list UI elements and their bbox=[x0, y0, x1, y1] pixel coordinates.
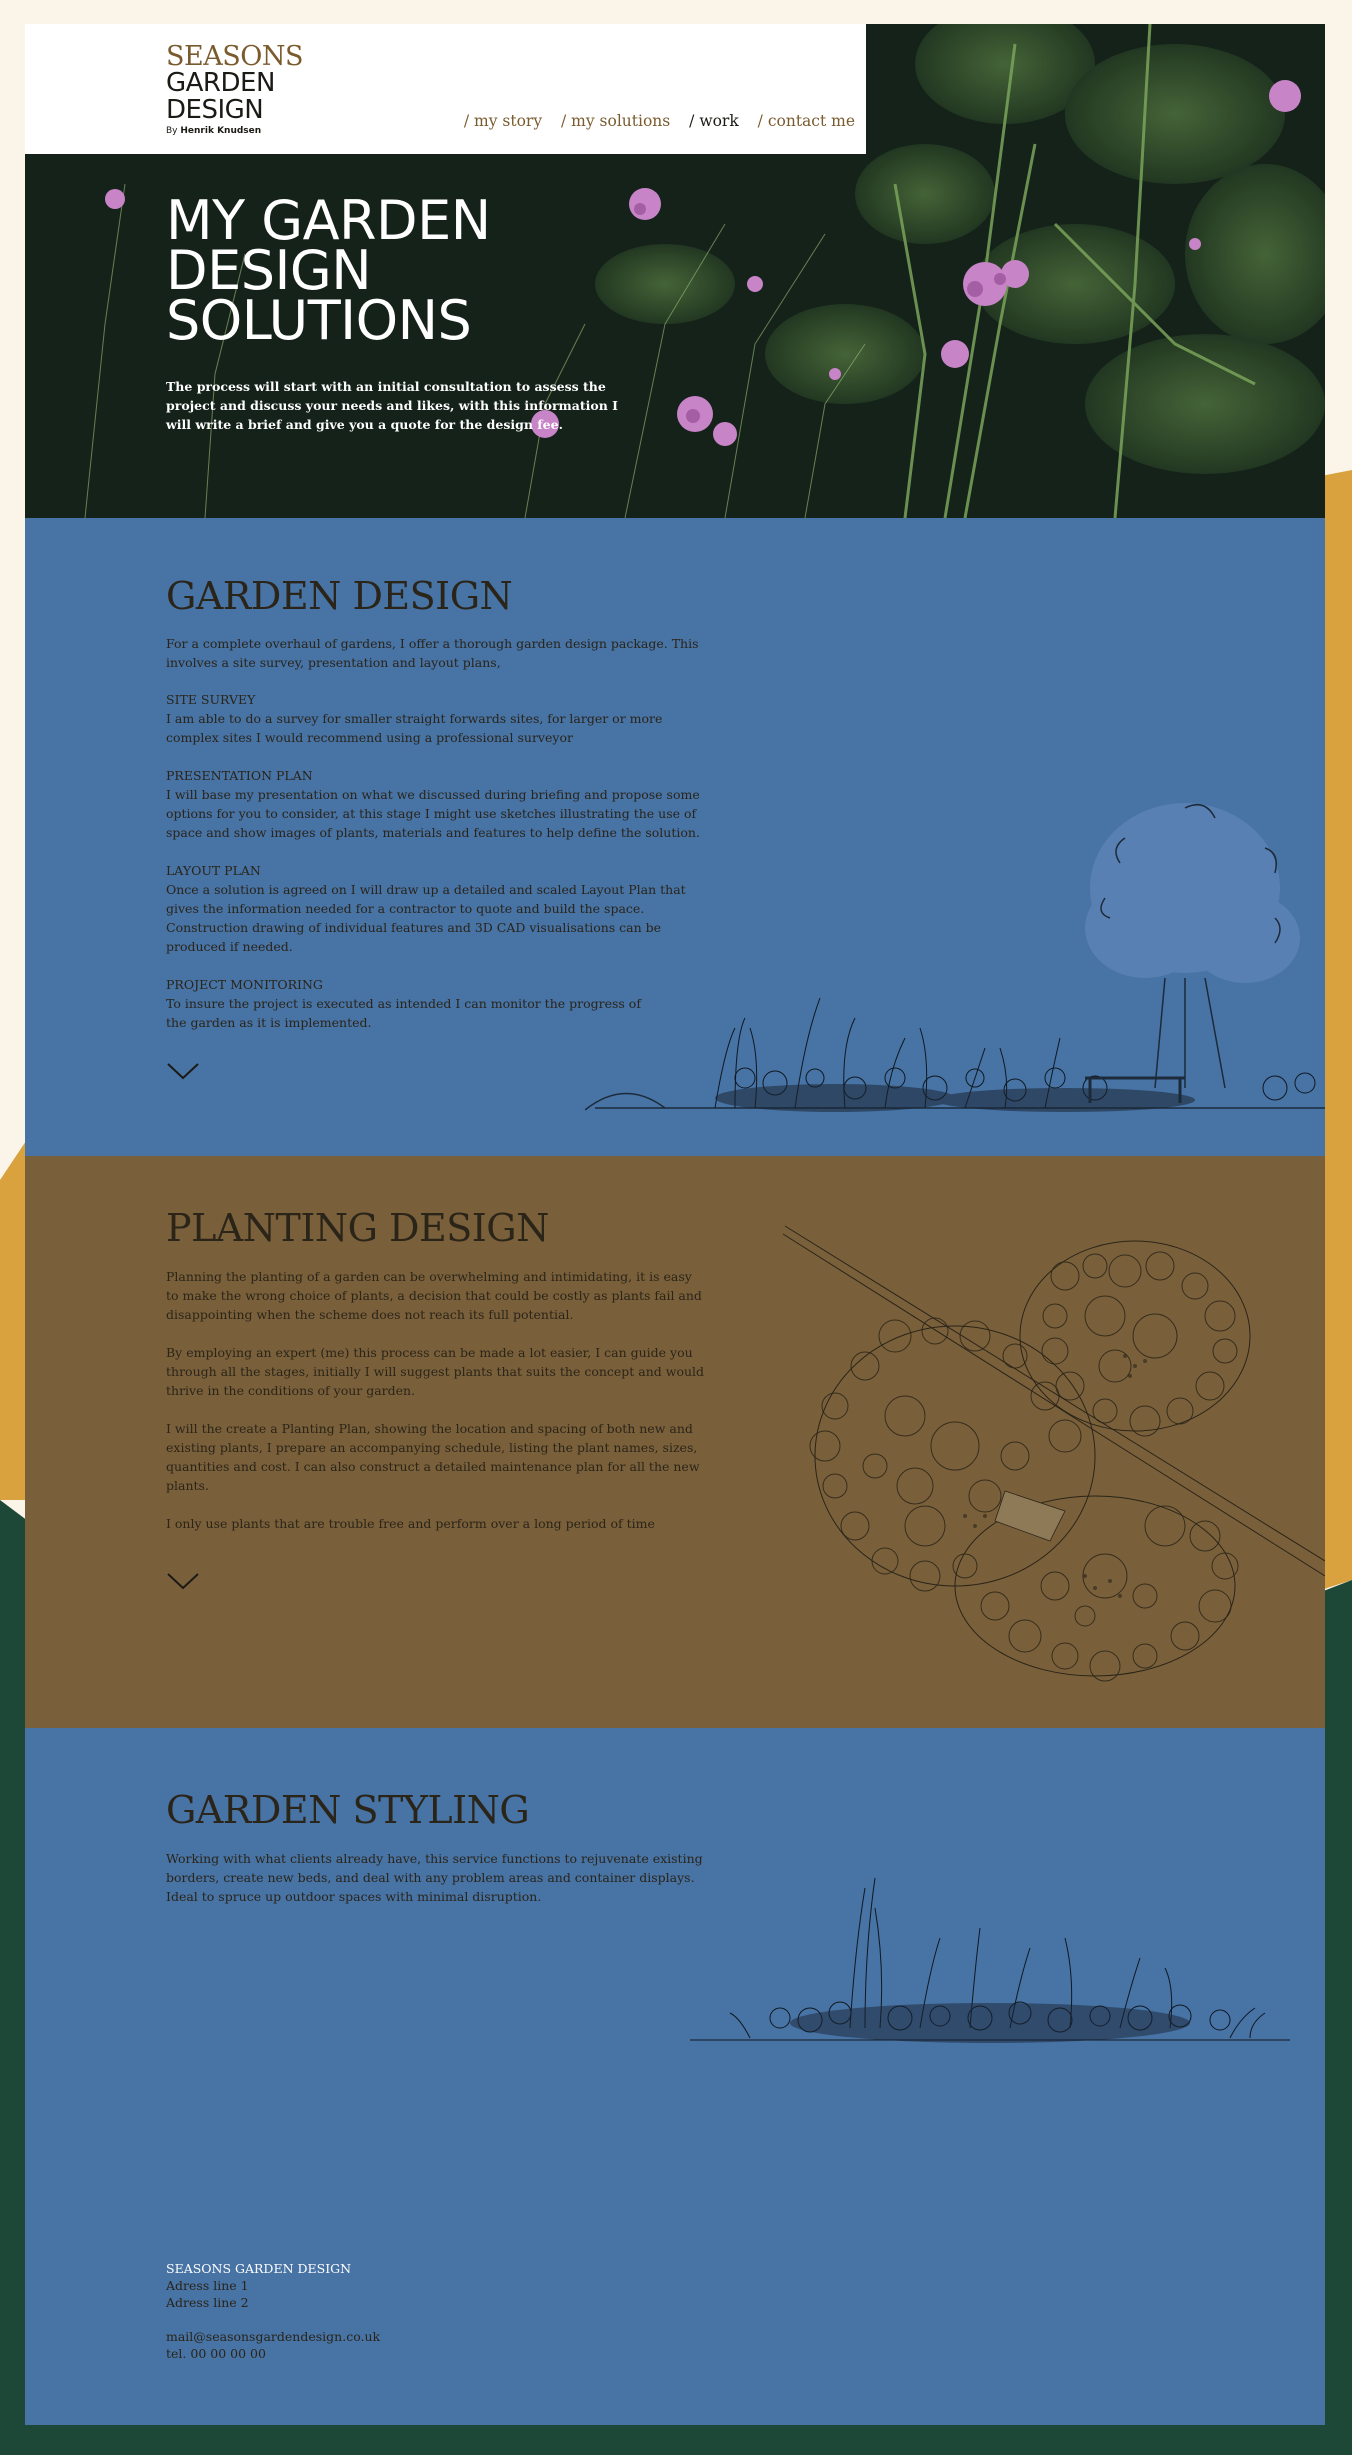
hero-title-line: SOLUTIONS bbox=[166, 289, 472, 352]
garden-styling-illustration bbox=[690, 1868, 1290, 2048]
logo-byline: By Henrik Knudsen bbox=[166, 126, 262, 137]
logo-author: Henrik Knudsen bbox=[180, 126, 262, 137]
garden-styling-section bbox=[25, 1728, 1325, 2425]
logo-line-garden: GARDEN bbox=[166, 68, 275, 98]
presentation-plan-heading: PRESENTATION PLAN bbox=[166, 768, 313, 783]
header-background bbox=[25, 24, 866, 154]
project-monitoring-block bbox=[166, 975, 646, 1032]
planting-paragraph: I only use plants that are trouble free and perform over a long period of time bbox=[166, 1516, 655, 1531]
footer-email-link[interactable]: mail@seasonsgardendesign.co.uk bbox=[166, 2329, 381, 2344]
planting-paragraph: Planning the planting of a garden can be overwhelming and intimidating, it is easy to make the wrong choice of plants, a decision that could be costly as plants fail and disappointing when the scheme does not reach its full potential. bbox=[166, 1269, 702, 1322]
garden-styling-text: Working with what clients already have, this service functions to rejuvenate existing borders, create new beds, and deal with any problem areas and container displays. Ideal to spruce up outdoor spaces with minimal disruption. bbox=[166, 1851, 703, 1904]
site-header bbox=[25, 24, 1325, 154]
footer-address-line-2: Adress line 2 bbox=[166, 2295, 249, 2310]
logo-line-design: DESIGN bbox=[166, 94, 264, 125]
site-logo[interactable] bbox=[166, 43, 303, 136]
logo-line-seasons: SEASONS bbox=[166, 41, 303, 72]
hero-title bbox=[166, 189, 491, 352]
nav-contact-me[interactable]: / contact me bbox=[757, 112, 855, 130]
site-survey-block bbox=[166, 690, 706, 747]
chevron-down-icon[interactable] bbox=[166, 1570, 200, 1592]
section-title-garden-design: GARDEN DESIGN bbox=[166, 574, 513, 618]
hero-intro-text: The process will start with an initial consultation to assess the project and discuss your needs and likes, with this information I will write a brief and give you a quote for the design fee. bbox=[166, 379, 619, 432]
project-monitoring-heading: PROJECT MONITORING bbox=[166, 977, 323, 992]
site-survey-heading: SITE SURVEY bbox=[166, 692, 256, 707]
planting-plan-drawing bbox=[765, 1216, 1325, 1686]
main-nav bbox=[450, 112, 855, 130]
site-survey-text: I am able to do a survey for smaller straight forwards sites, for larger or more complex sites I would recommend using a professional surveyor bbox=[166, 711, 663, 745]
nav-my-solutions[interactable]: / my solutions bbox=[561, 112, 671, 130]
chevron-down-icon[interactable] bbox=[166, 1060, 200, 1082]
planting-design-section bbox=[25, 1156, 1325, 1728]
layout-plan-heading: LAYOUT PLAN bbox=[166, 863, 261, 878]
presentation-plan-text: I will base my presentation on what we discussed during briefing and propose some options for you to consider, at this stage I might use sketches illustrating the use of space and show images of plants, materials and features to help define the solution. bbox=[166, 787, 700, 840]
section-title-garden-styling: GARDEN STYLING bbox=[166, 1788, 530, 1832]
footer-phone: tel. 00 00 00 00 bbox=[166, 2346, 266, 2361]
nav-work[interactable]: / work bbox=[689, 112, 739, 130]
planting-paragraph: By employing an expert (me) this process can be made a lot easier, I can guide you through all the stages, initially I will suggest plants that suits the concept and would thrive in the conditions of your garden. bbox=[166, 1345, 705, 1398]
section-title-planting-design: PLANTING DESIGN bbox=[166, 1206, 549, 1250]
planting-paragraph: I will the create a Planting Plan, showing the location and spacing of both new and existing plants, I prepare an accompanying schedule, listing the plant names, sizes, quantities and cost. I can also construct a detailed maintenance plan for all the new plants. bbox=[166, 1421, 700, 1493]
hero-title-line: MY GARDEN bbox=[166, 189, 491, 252]
footer-company-name: SEASONS GARDEN DESIGN bbox=[166, 2261, 352, 2276]
footer-address-line-1: Adress line 1 bbox=[166, 2278, 249, 2293]
project-monitoring-text: To insure the project is executed as intended I can monitor the progress of the garden as it is implemented. bbox=[166, 996, 641, 1030]
nav-my-story[interactable]: / my story bbox=[463, 112, 543, 130]
garden-border-illustration bbox=[585, 778, 1325, 1128]
site-footer bbox=[166, 2260, 380, 2362]
layout-plan-text: Once a solution is agreed on I will draw up a detailed and scaled Layout Plan that gives the information needed for a contractor to quote and build the space. Construction drawing of individual features and 3D CAD visualisations can be produced if needed. bbox=[166, 882, 686, 954]
garden-design-section bbox=[25, 518, 1325, 1156]
garden-design-intro: For a complete overhaul of gardens, I offer a thorough garden design package. This involves a site survey, presentation and layout plans, bbox=[166, 636, 699, 670]
hero-title-line: DESIGN bbox=[166, 239, 372, 302]
